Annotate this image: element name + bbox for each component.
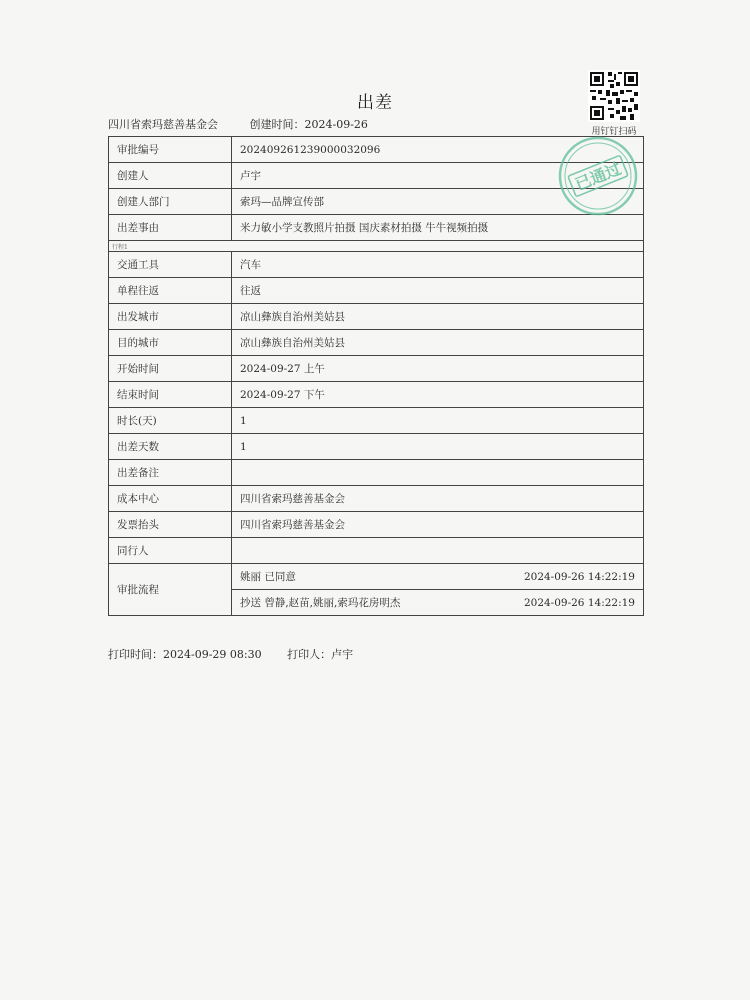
page-title: 出差 xyxy=(357,93,393,113)
print-time-value: 2024-09-29 08:30 xyxy=(163,648,262,661)
creator-dept-label: 创建人部门 xyxy=(109,189,232,215)
table-row xyxy=(109,486,644,512)
end-time-label: 结束时间 xyxy=(109,382,232,408)
table-row xyxy=(109,330,644,356)
trip-type-value: 往返 xyxy=(232,278,644,304)
companions-value xyxy=(232,538,644,564)
trip-notes-label: 出差备注 xyxy=(109,460,232,486)
trip-days-value: 1 xyxy=(232,434,644,460)
invoice-title-label: 发票抬头 xyxy=(109,512,232,538)
print-info xyxy=(108,646,353,662)
destination-city-label: 目的城市 xyxy=(109,330,232,356)
cost-center-label: 成本中心 xyxy=(109,486,232,512)
table-row xyxy=(109,564,644,616)
cost-center-value: 四川省索玛慈善基金会 xyxy=(232,486,644,512)
approval-flow-label: 审批流程 xyxy=(109,564,232,616)
start-time-label: 开始时间 xyxy=(109,356,232,382)
reason-label: 出差事由 xyxy=(109,215,232,241)
duration-value: 1 xyxy=(232,408,644,434)
qr-caption: 用钉钉扫码 xyxy=(591,127,637,137)
creator-dept-value: 索玛—品牌宣传部 xyxy=(232,189,644,215)
table-row xyxy=(109,252,644,278)
approval-step-time: 2024-09-26 14:22:19 xyxy=(523,570,635,583)
qr-code-icon xyxy=(588,70,640,122)
print-time xyxy=(108,648,262,661)
departure-city-label: 出发城市 xyxy=(109,304,232,330)
detail-heading: 行程1 xyxy=(109,241,644,252)
table-row xyxy=(109,408,644,434)
approved-stamp xyxy=(556,134,640,218)
approval-step xyxy=(240,564,635,589)
created-date: 2024-09-26 xyxy=(304,118,368,131)
end-time-value: 2024-09-27 下午 xyxy=(232,382,644,408)
approval-no-label: 审批编号 xyxy=(109,137,232,163)
printer-value: 卢宇 xyxy=(331,648,354,661)
invoice-title-value: 四川省索玛慈善基金会 xyxy=(232,512,644,538)
trip-type-label: 单程往返 xyxy=(109,278,232,304)
companions-label: 同行人 xyxy=(109,538,232,564)
table-row xyxy=(109,215,644,241)
transport-label: 交通工具 xyxy=(109,252,232,278)
stamp-text: 已通过 xyxy=(572,158,625,195)
table-row xyxy=(109,434,644,460)
reason-value: 米力敏小学支教照片拍摄 国庆素材拍摄 牛牛视频拍摄 xyxy=(232,215,644,241)
approval-step-time: 2024-09-26 14:22:19 xyxy=(523,596,635,609)
table-row xyxy=(109,460,644,486)
printer xyxy=(287,648,353,661)
table-row xyxy=(109,512,644,538)
destination-city-value: 凉山彝族自治州美姑县 xyxy=(232,330,644,356)
start-time-value: 2024-09-27 上午 xyxy=(232,356,644,382)
approval-step xyxy=(240,590,635,615)
table-row xyxy=(109,538,644,564)
creator-value: 卢宇 xyxy=(232,163,644,189)
created-time xyxy=(250,118,368,131)
departure-city-value: 凉山彝族自治州美姑县 xyxy=(232,304,644,330)
table-row xyxy=(109,304,644,330)
table-row xyxy=(109,278,644,304)
approval-step-text: 姚丽 已同意 xyxy=(240,571,296,583)
qr-code-block xyxy=(586,70,642,137)
transport-value: 汽车 xyxy=(232,252,644,278)
table-row xyxy=(109,356,644,382)
creator-label: 创建人 xyxy=(109,163,232,189)
approval-flow-value xyxy=(232,564,644,616)
organization-name: 四川省索玛慈善基金会 xyxy=(108,118,218,131)
created-label: 创建时间： xyxy=(249,118,305,131)
printer-label: 打印人： xyxy=(287,648,332,661)
trip-days-label: 出差天数 xyxy=(109,434,232,460)
trip-notes-value xyxy=(232,460,644,486)
document-header-line xyxy=(108,116,368,132)
table-row xyxy=(109,382,644,408)
detail-heading-row xyxy=(109,241,644,252)
approval-no-value: 202409261239000032096 xyxy=(232,137,644,163)
print-time-label: 打印时间： xyxy=(108,648,163,661)
approval-step-text: 抄送 曾静,赵苗,姚丽,索玛花房明杰 xyxy=(240,597,401,609)
duration-label: 时长(天) xyxy=(109,408,232,434)
